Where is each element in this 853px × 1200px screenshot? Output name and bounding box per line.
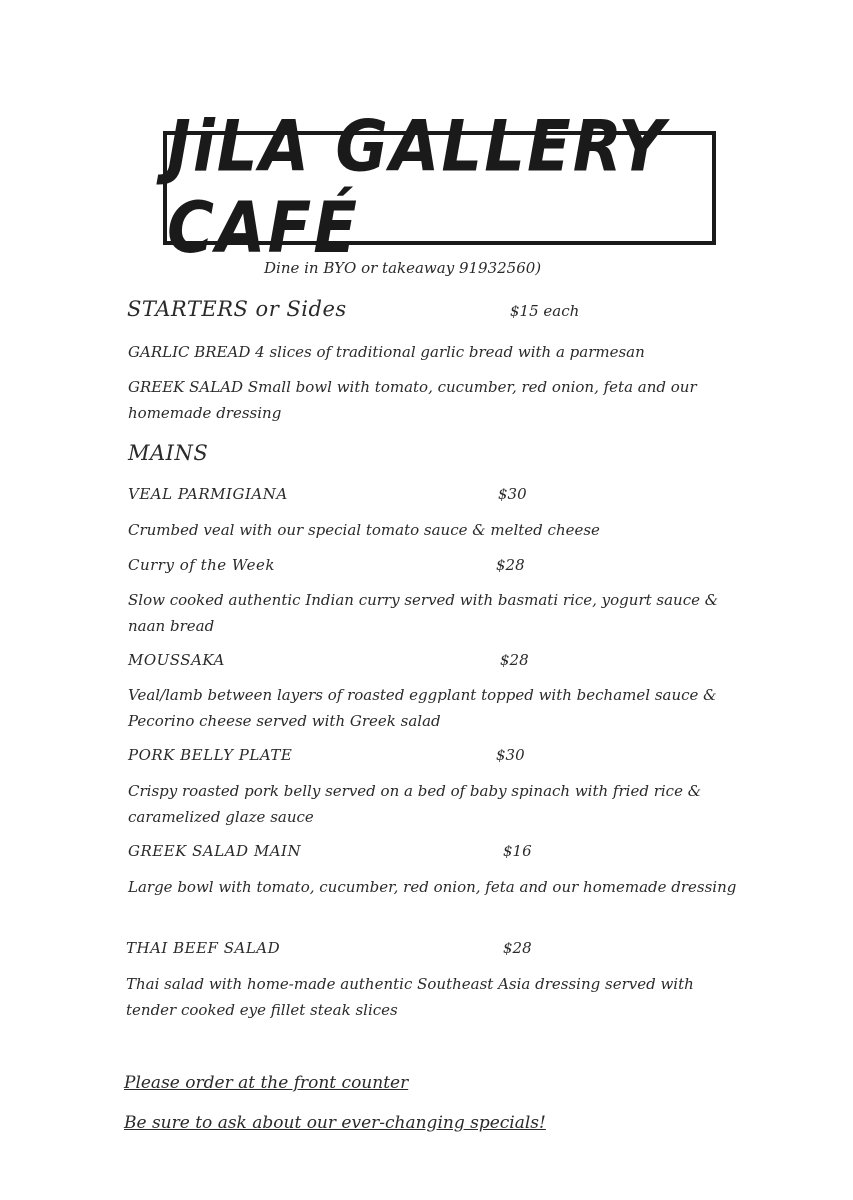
main-item-price: $28 <box>496 556 525 574</box>
mains-title: MAINS <box>128 441 209 465</box>
item-description: Small bowl with tomato, cucumber, red onion, feta and our homemade dressing <box>128 378 697 422</box>
main-item-price: $30 <box>498 485 527 503</box>
main-item-name: THAI BEEF SALAD <box>126 939 281 957</box>
main-item-description: Slow cooked authentic Indian curry served with basmati rice, yogurt sauce & naan bread <box>128 591 719 635</box>
item-description: 4 slices of traditional garlic bread with a parmesan <box>255 343 645 361</box>
item-name: GREEK SALAD <box>128 378 244 396</box>
main-item-name: PORK BELLY PLATE <box>128 746 293 764</box>
main-item-name: MOUSSAKA <box>128 651 225 669</box>
main-item-description: Veal/lamb between layers of roasted eggplant topped with bechamel sauce & Pecorino cheese served with Greek salad <box>128 686 717 730</box>
main-item-description: Large bowl with tomato, cucumber, red onion, feta and our homemade dressing <box>128 878 737 896</box>
starters-title: STARTERS or Sides <box>127 297 347 321</box>
footer-order-note: Please order at the front counter <box>124 1073 409 1093</box>
footer-specials-note: Be sure to ask about our ever-changing specials! <box>124 1113 546 1133</box>
main-item-name: Curry of the Week <box>128 556 275 574</box>
starters-price: $15 each <box>510 302 580 320</box>
main-item-description: Crispy roasted pork belly served on a bed of baby spinach with fried rice & caramelized glaze sauce <box>128 782 702 826</box>
item-name: GARLIC BREAD <box>128 343 251 361</box>
main-item-description: Thai salad with home-made authentic Southeast Asia dressing served with tender cooked eye fillet steak slices <box>126 975 694 1019</box>
tagline: Dine in BYO or takeaway 91932560) <box>264 259 542 277</box>
main-item-price: $16 <box>503 842 532 860</box>
main-item-price: $28 <box>503 939 532 957</box>
main-item-name: VEAL PARMIGIANA <box>128 485 288 503</box>
main-item-price: $30 <box>496 746 525 764</box>
main-item-name: GREEK SALAD MAIN <box>128 842 302 860</box>
main-item-description: Crumbed veal with our special tomato sauce & melted cheese <box>128 521 600 539</box>
logo-text: JiLA GALLERY CAFÉ <box>167 106 667 270</box>
starter-item-garlic-bread <box>128 339 738 365</box>
starter-item-greek-salad <box>128 374 738 426</box>
main-item-price: $28 <box>500 651 529 669</box>
